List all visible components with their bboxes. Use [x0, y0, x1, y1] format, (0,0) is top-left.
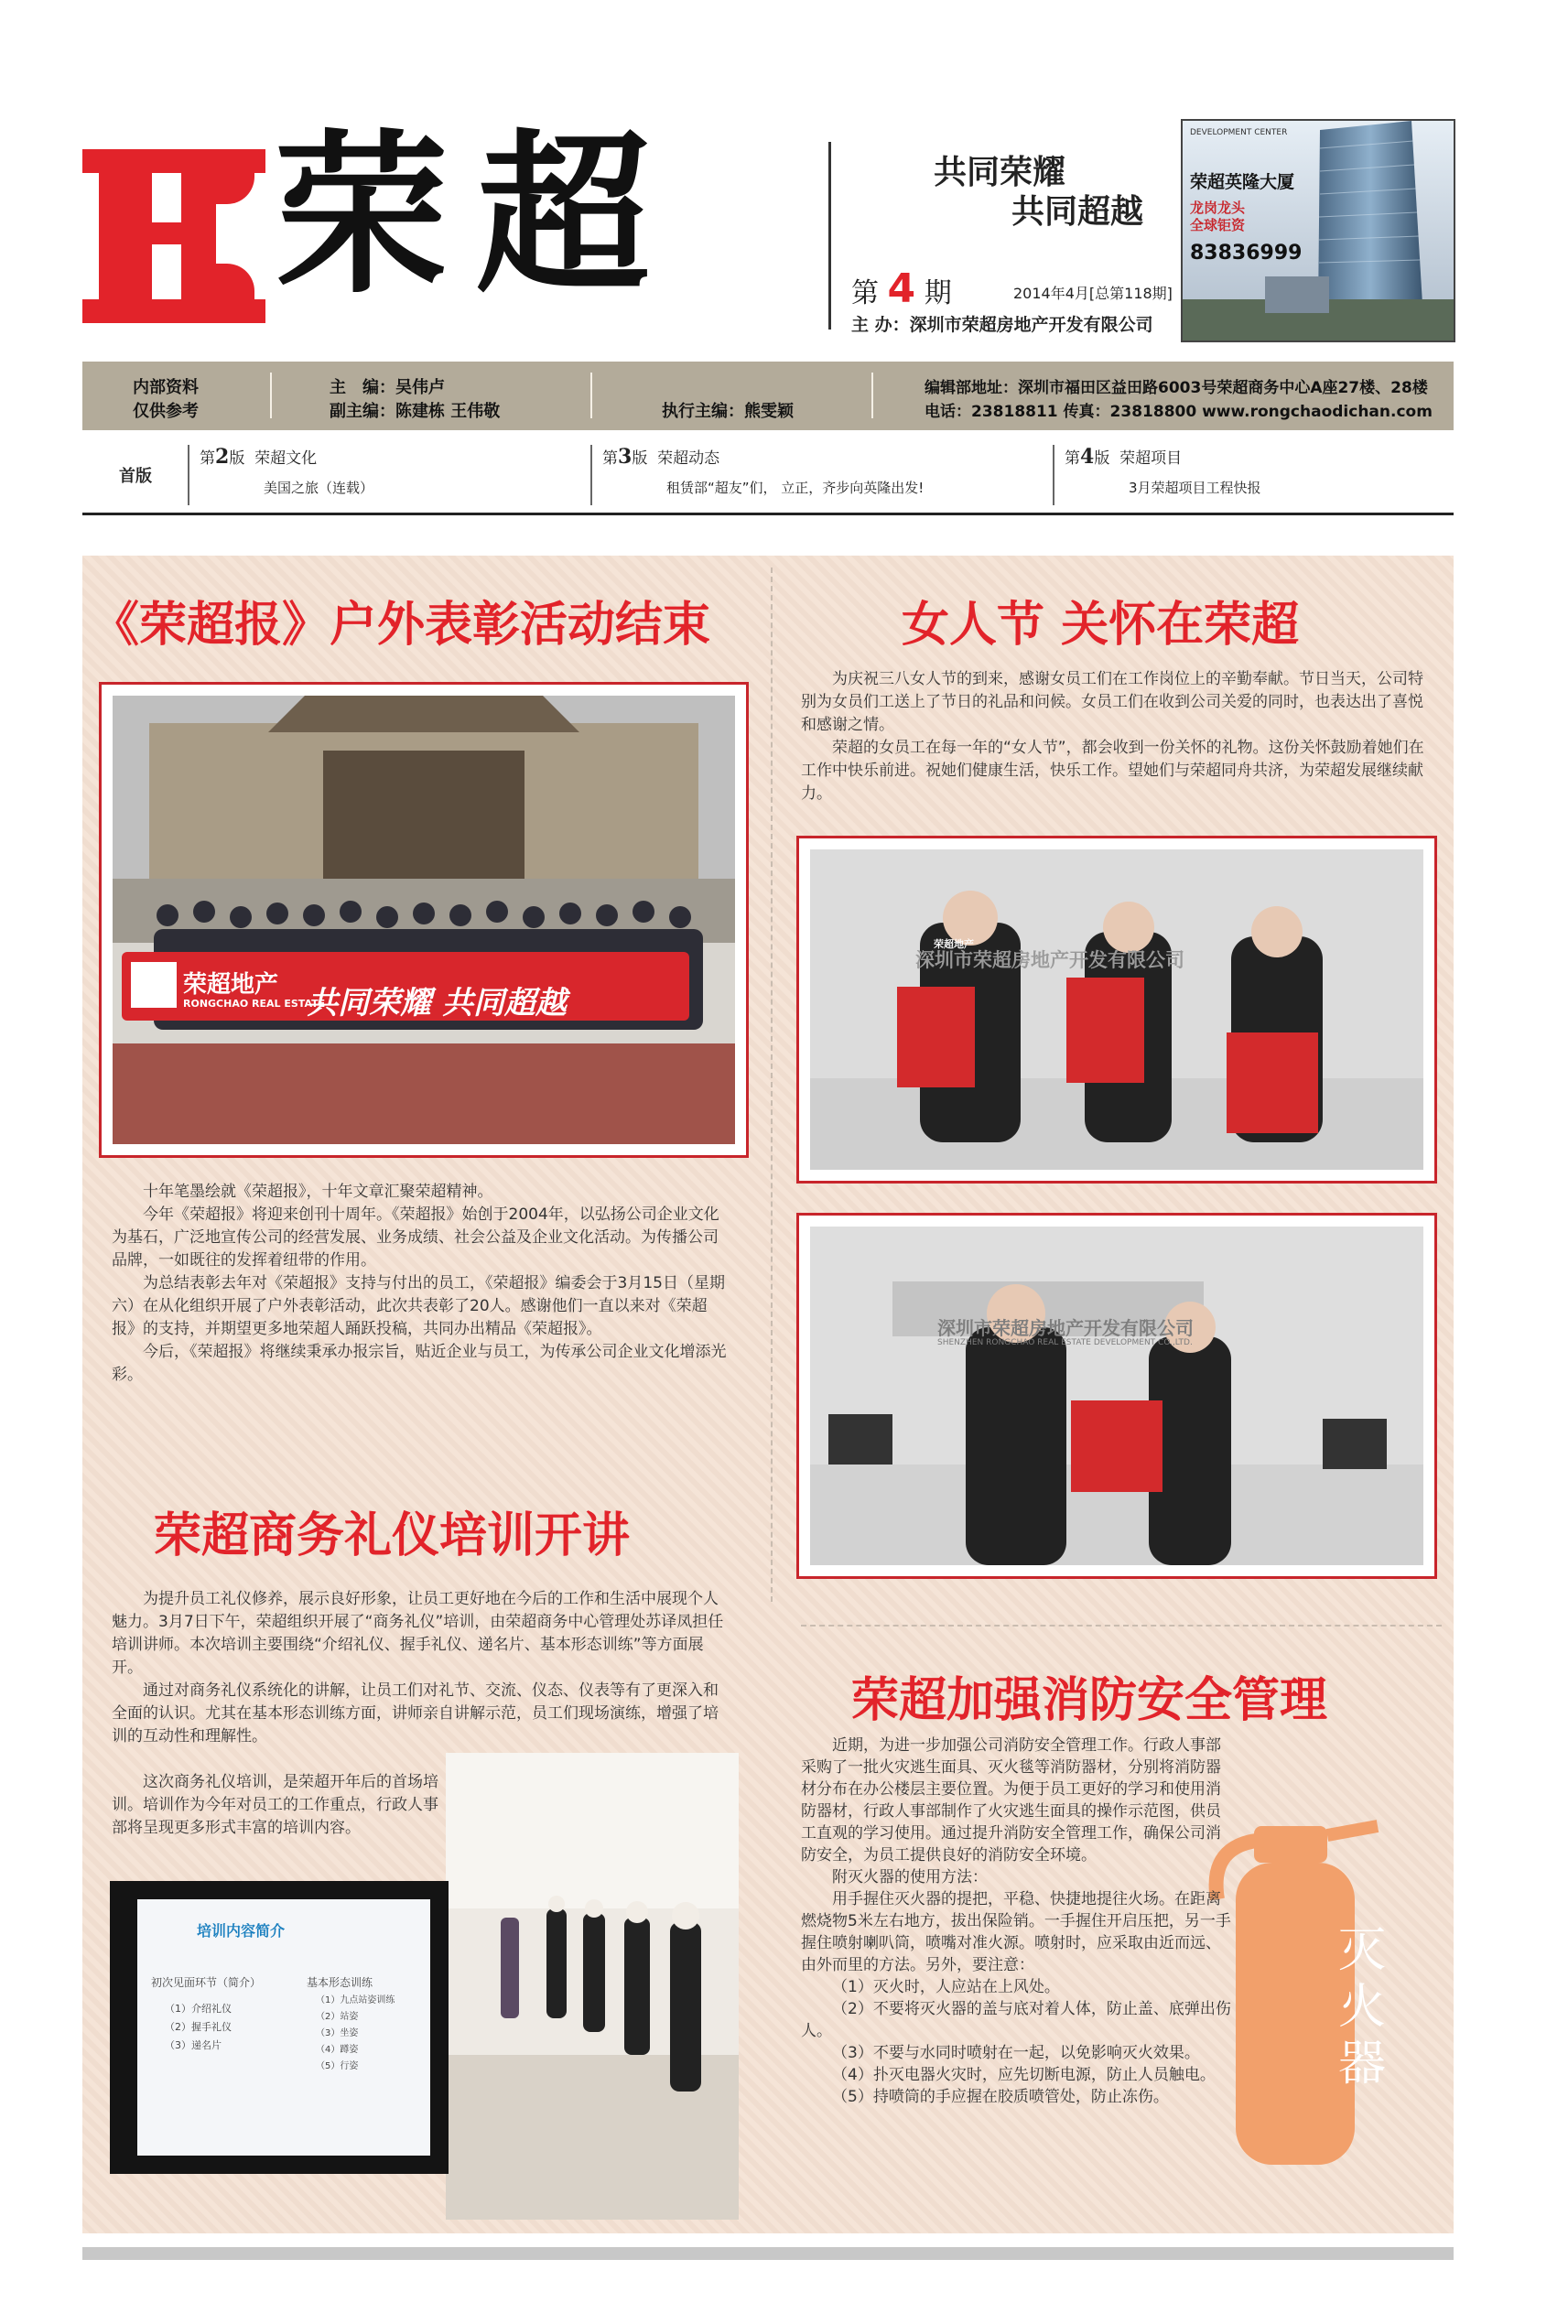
- bag-label: 荣超地产: [934, 938, 974, 950]
- editorial-address: 编辑部地址：深圳市福田区益田路6003号荣超商务中心A座27楼、28楼: [925, 379, 1428, 397]
- group-photo-image: [113, 696, 735, 1144]
- slide-title: 培训内容简介: [197, 1922, 286, 1940]
- article2-body-narrow: 这次商务礼仪培训，是荣超开年后的首场培训。培训作为今年对员工的工作重点，行政人事部将呈现更多形式丰富的培训内容。: [112, 1773, 438, 1837]
- internal-label-1: 内部资料: [133, 378, 199, 397]
- toc-item-page4[interactable]: 第4版 荣超项目 3月荣超项目工程快报: [1065, 445, 1261, 496]
- article3-photo2: [796, 1213, 1437, 1579]
- training-photo-image: [446, 1753, 739, 2220]
- issue-meta: 2014年4月[总第118期]: [1013, 285, 1173, 302]
- organizer: 主 办：深圳市荣超房地产开发有限公司: [851, 315, 1153, 335]
- logo-mark: [82, 149, 265, 323]
- exec-editor: 执行主编：熊雯颖: [662, 402, 794, 421]
- slogan-line2: 共同超越: [1011, 193, 1144, 231]
- slogan-line1: 共同荣耀: [934, 154, 1066, 191]
- slide-left-head: 初次见面环节（简介）: [151, 1976, 262, 1989]
- promo-slogan: 龙岗龙头 全球钜资: [1190, 200, 1246, 233]
- deputy-editor: 副主编：陈建栋 王伟敬: [330, 402, 501, 421]
- article3-body: 为庆祝三八女人节的到来，感谢女员工们在工作岗位上的辛勤奉献。节日当天，公司特别为女员们工送上了节日的礼品和问候。女员工们在收到公司关爱的同时，也表达出了喜悦和感谢之情。 荣超的女员工在每一年的“女人节”，都会收到一份关怀的礼物。这份关怀鼓励着她们在工作中快乐前进。祝她们健康生活，快乐工作。望她们与荣超同舟共济，为荣超发展继续献力。: [801, 670, 1424, 803]
- section-divider: [801, 1625, 1442, 1627]
- toc-item-page2[interactable]: 第2版 荣超文化 美国之旅（连载）: [200, 445, 374, 496]
- article1-photo: [99, 682, 749, 1158]
- masthead-title: 荣超: [275, 113, 678, 317]
- slide-left-items: （1）介绍礼仪 （2）握手礼仪 （3）递名片: [165, 2003, 232, 2051]
- article3-title: 女人节 关怀在荣超: [902, 598, 1300, 653]
- article3-photo1: [796, 836, 1437, 1184]
- masthead-divider: [828, 142, 831, 330]
- issue-number: 第 4 期: [851, 265, 952, 312]
- promo-tag: DEVELOPMENT CENTER: [1190, 128, 1288, 137]
- article2-body: 为提升员工礼仪修养，展示良好形象，让员工更好地在今后的工作和生活中展现个人魅力。3月7日下午，荣超组织开展了“商务礼仪”培训，由荣超商务中心管理处苏译凤担任培训讲师。本次培训主要围绕“介绍礼仪、握手礼仪、递名片、基本形态训练”等方面展开。 通过对商务礼仪系统化的讲解，让员工们对礼节、交流、仪态、仪表等有了更深入和全面的认识。尤其在基本形态训练方面，讲师亲自讲解示范，员工们现场演练，增强了培训的互动性和理解性。: [112, 1590, 724, 1746]
- promo-ad: [1181, 119, 1455, 342]
- training-photo: [446, 1753, 739, 2220]
- internal-label-2: 仅供参考: [133, 402, 199, 421]
- slide-right-items: （1）九点站姿训练 （2）站姿 （3）坐姿 （4）蹲姿 （5）行姿: [316, 1995, 395, 2071]
- banner-slogan: 共同荣耀 共同超越: [307, 985, 567, 1021]
- gift-presentation-photo-image: [810, 1227, 1423, 1565]
- womens-day-photo-image: [810, 849, 1423, 1170]
- banner-logo: 荣超地产: [183, 971, 279, 999]
- footer-bar: [82, 2247, 1454, 2260]
- article4-body: 近期，为进一步加强公司消防安全管理工作。行政人事部采购了一批火灾逃生面具、灭火毯等消防器材，分别将消防器材分布在办公楼层主要位置。为便于员工更好的学习和使用消防器材，行政人事部制作了火灾逃生面具的操作示范图，供员工直观的学习使用。通过提升消防安全管理工作，确保公司消防安全，为员工提供良好的消防安全环境。 附灭火器的使用方法： 用手握住灭火器的提把，平稳、快捷地提往火场。在距离燃烧物5米左右地方，拔出保险销。一手握住开启压把，另一手握住喷射喇叭筒，喷嘴对准火源。喷射时，应采取由近而远、由外而里的方法。另外，要注意： （1）灭火时，人应站在上风处。 （2）不要将灭火器的盖与底对着人体，防止盖、底弹出伤人。 （3）不要与水同时喷射在一起，以免影响灭火效果。 （4）扑灭电器火灾时，应先切断电源，防止人员触电。 （5）持喷筒的手应握在胶质喷管处，防止冻伤。: [801, 1736, 1231, 2106]
- slide-right-head: 基本形态训练: [307, 1976, 373, 1989]
- editorial-contact: 电话：23818811 传真：23818800 www.rongchaodichan.com: [925, 403, 1433, 421]
- wall-text-1: 深圳市荣超房地产开发有限公司: [915, 949, 1184, 971]
- banner-logo-en: RONGCHAO REAL ESTATE: [183, 998, 326, 1010]
- article2-title: 荣超商务礼仪培训开讲: [154, 1508, 631, 1563]
- article4-title: 荣超加强消防安全管理: [851, 1673, 1328, 1728]
- toc-front-page[interactable]: 首版: [119, 467, 152, 486]
- table-of-contents: [82, 438, 1454, 515]
- promo-phone: 83836999: [1190, 242, 1303, 265]
- wall-text-2: 深圳市荣超房地产开发有限公司: [937, 1317, 1194, 1339]
- article1-title: 《荣超报》户外表彰活动结束: [92, 598, 711, 653]
- toc-item-page3[interactable]: 第3版 荣超动态 租赁部“超友”们， 立正，齐步向英隆出发!: [602, 445, 925, 496]
- chief-editor: 主 编：吴伟卢: [330, 378, 445, 397]
- training-slide-photo: [110, 1881, 449, 2174]
- column-divider: [771, 567, 773, 1602]
- wall-text-en: SHENZHEN RONGCHAO REAL ESTATE DEVELOPMENT CO.,LTD.: [937, 1338, 1193, 1347]
- fire-extinguisher-label: 灭火器: [1337, 1923, 1386, 2092]
- article1-body: 十年笔墨绘就《荣超报》，十年文章汇聚荣超精神。 今年《荣超报》将迎来创刊十周年。《荣超报》始创于2004年，以弘扬公司企业文化为基石，广泛地宣传公司的经营发展、业务成绩、社会公益及企业文化活动。为传播公司品牌，一如既往的发挥着纽带的作用。 为总结表彰去年对《荣超报》支持与付出的员工，《荣超报》编委会于3月15日（星期六）在从化组织开展了户外表彰活动，此次共表彰了20人。感谢他们一直以来对《荣超报》的支持，并期望更多地荣超人踊跃投稿，共同办出精品《荣超报》。 今后，《荣超报》将继续秉承办报宗旨，贴近企业与员工，为传承公司企业文化增添光彩。: [112, 1183, 727, 1384]
- promo-name: 荣超英隆大厦: [1190, 172, 1295, 192]
- info-bar: [82, 362, 1454, 430]
